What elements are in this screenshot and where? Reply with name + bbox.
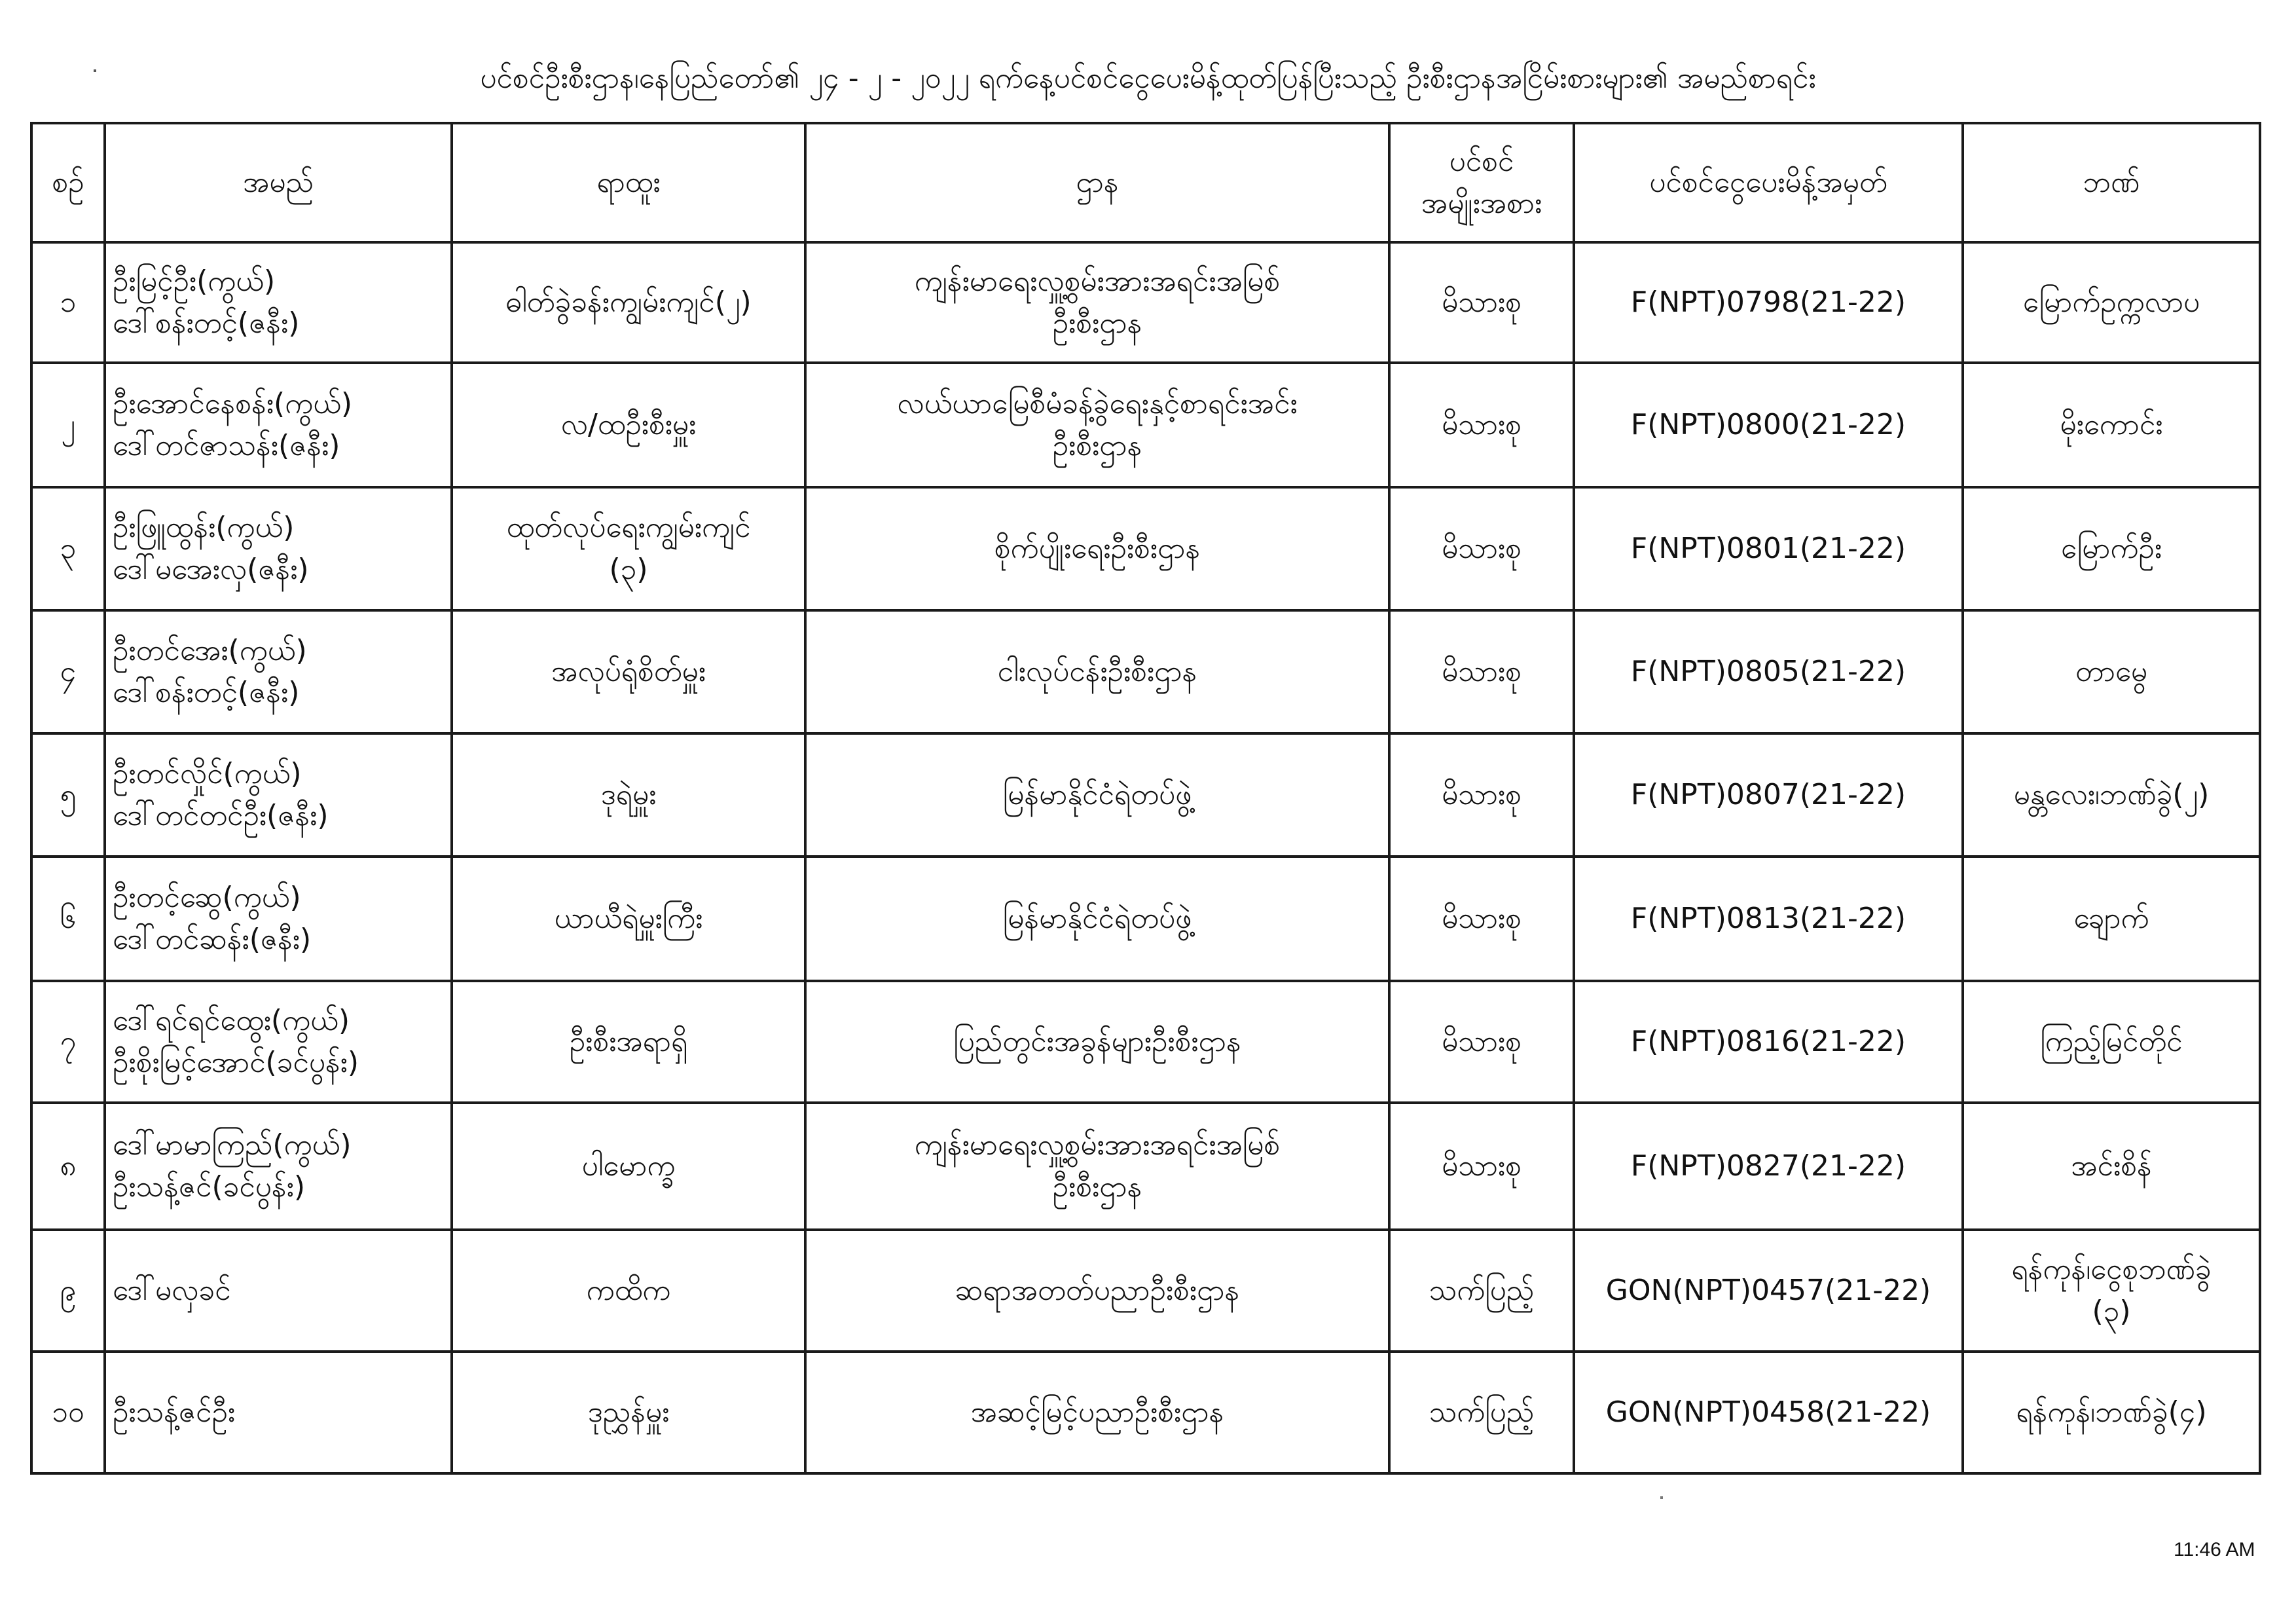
cell-line: ပင်စင် (1449, 145, 1514, 178)
cell-department (805, 1230, 1389, 1352)
cell-name (105, 242, 452, 363)
cell-name (105, 610, 452, 733)
cell-no: ၆ (31, 857, 105, 981)
cell-line: ယာယီရဲမှူးကြီး (554, 902, 703, 935)
cell-rank (452, 1352, 805, 1473)
cell-name (105, 857, 452, 981)
header-order-number (1574, 123, 1963, 242)
cell-name (105, 733, 452, 857)
cell-no: ၁၀ (31, 1352, 105, 1473)
cell-order-number: F(NPT)0807(21-22) (1574, 733, 1963, 857)
cell-rank (452, 1103, 805, 1230)
header-pension-type (1389, 123, 1574, 242)
cell-no: ၅ (31, 733, 105, 857)
cell-line: ဒေါ်မအေးလှ(ဇနီး) (113, 553, 309, 586)
cell-no: ၈ (31, 1103, 105, 1230)
header-bank (1963, 123, 2260, 242)
table-row (31, 487, 2260, 610)
cell-rank (452, 363, 805, 487)
cell-line: ဦးစိုးမြင့်အောင်(ခင်ပွန်း) (113, 1046, 359, 1079)
cell-line: မြန်မာနိုင်ငံရဲတပ်ဖွဲ့ (1002, 778, 1192, 811)
cell-line: ချောက် (2073, 902, 2149, 935)
cell-line: ဦးအောင်နေစန်း(ကွယ်) (113, 387, 353, 420)
table-row (31, 1230, 2260, 1352)
cell-bank (1963, 242, 2260, 363)
table-row (31, 242, 2260, 363)
cell-line: ဦးစီးအရာရှိ (569, 1025, 688, 1058)
cell-no: ၄ (31, 610, 105, 733)
cell-line: ရန်ကုန်၊ဘဏ်ခွဲ(၄) (2016, 1395, 2207, 1429)
cell-no: ၉ (31, 1230, 105, 1352)
cell-line: မြောက်ဦး (2061, 532, 2162, 565)
cell-pension-type: မိသားစု (1389, 981, 1574, 1103)
table-row (31, 981, 2260, 1103)
footer-timestamp: 11:46 AM (2174, 1539, 2255, 1560)
cell-line: ဓါတ်ခွဲခန်းကျွမ်းကျင်(၂) (505, 286, 752, 319)
cell-line: မြောက်ဥက္ကလာပ (2022, 286, 2200, 319)
header-department (805, 123, 1389, 242)
cell-bank (1963, 363, 2260, 487)
cell-line: ကထိက (586, 1274, 671, 1307)
cell-line: (၃) (2092, 1295, 2131, 1328)
cell-bank (1963, 1352, 2260, 1473)
cell-department (805, 363, 1389, 487)
cell-order-number: F(NPT)0816(21-22) (1574, 981, 1963, 1103)
cell-rank (452, 857, 805, 981)
cell-line: ဒေါ်မာမာကြည်(ကွယ်) (113, 1128, 352, 1162)
cell-line: ဘဏ် (2083, 166, 2140, 199)
cell-bank (1963, 857, 2260, 981)
cell-line: အင်းစိန် (2071, 1149, 2152, 1183)
table-body (31, 123, 2260, 1473)
cell-pension-type: မိသားစု (1389, 857, 1574, 981)
cell-pension-type: မိသားစု (1389, 733, 1574, 857)
cell-line: ဦးတင်အေး(ကွယ်) (113, 634, 307, 667)
cell-department (805, 1103, 1389, 1230)
cell-line: ဒေါ်တင်ဇာသန်း(ဇနီး) (113, 429, 340, 462)
cell-order-number: F(NPT)0827(21-22) (1574, 1103, 1963, 1230)
cell-line: ဦးမြင့်ဦး(ကွယ်) (113, 265, 276, 298)
cell-line: အမျိုးအစား (1421, 187, 1542, 220)
cell-department (805, 981, 1389, 1103)
cell-rank (452, 242, 805, 363)
cell-line: ကျန်းမာရေးလှူ့စွမ်းအားအရင်းအမြစ် (914, 265, 1281, 298)
cell-line: အမည် (242, 166, 314, 199)
cell-bank (1963, 1103, 2260, 1230)
cell-name (105, 363, 452, 487)
cell-no: ၁ (31, 242, 105, 363)
cell-rank (452, 487, 805, 610)
cell-line: ဒေါ်ရင်ရင်ထွေး(ကွယ်) (113, 1004, 350, 1037)
cell-department (805, 1352, 1389, 1473)
cell-bank (1963, 610, 2260, 733)
cell-pension-type: မိသားစု (1389, 487, 1574, 610)
cell-line: ဦးစီးဌာန (1052, 306, 1142, 340)
header-no (31, 123, 105, 242)
cell-line: ဦးသန့်ဇင်ဦး (113, 1395, 236, 1429)
cell-line: ဒေါ်တင်တင်ဦး(ဇနီး) (113, 799, 329, 832)
cell-department (805, 242, 1389, 363)
cell-bank (1963, 1230, 2260, 1352)
cell-order-number: F(NPT)0813(21-22) (1574, 857, 1963, 981)
cell-pension-type: မိသားစု (1389, 242, 1574, 363)
cell-department (805, 487, 1389, 610)
table-row (31, 1352, 2260, 1473)
cell-line: ဒုညွှန်မှူး (587, 1395, 670, 1429)
cell-line: မြန်မာနိုင်ငံရဲတပ်ဖွဲ့ (1002, 902, 1192, 935)
cell-department (805, 610, 1389, 733)
cell-line: ဒေါ်စန်းတင့်(ဇနီး) (113, 306, 300, 340)
cell-line: ဒေါ်တင်ဆန်း(ဇနီး) (113, 923, 312, 956)
cell-line: မန္တလေး၊ဘဏ်ခွဲ(၂) (2013, 778, 2210, 811)
cell-name (105, 487, 452, 610)
cell-line: ဒုရဲမှူး (600, 778, 657, 811)
header-row (31, 123, 2260, 242)
cell-pension-type: မိသားစု (1389, 1103, 1574, 1230)
table-row (31, 857, 2260, 981)
cell-pension-type: မိသားစု (1389, 610, 1574, 733)
cell-line: ဒေါ်မလှခင် (113, 1274, 231, 1307)
cell-no: ၂ (31, 363, 105, 487)
cell-line: ရန်ကုန်၊ငွေစုဘဏ်ခွဲ (2011, 1253, 2212, 1286)
cell-line: ငါးလုပ်ငန်းဦးစီးဌာန (997, 655, 1197, 688)
cell-line: ပင်စင်ငွေပေးမိန့်အမှတ် (1649, 166, 1887, 199)
cell-rank (452, 610, 805, 733)
cell-line: ဦးစီးဌာန (1052, 1170, 1142, 1204)
cell-line: စဉ် (52, 166, 84, 199)
table-row (31, 610, 2260, 733)
table-row (31, 363, 2260, 487)
cell-order-number: GON(NPT)0458(21-22) (1574, 1352, 1963, 1473)
cell-pension-type: မိသားစု (1389, 363, 1574, 487)
cell-line: လ/ထဦးစီးမှူး (560, 408, 697, 441)
cell-order-number: F(NPT)0805(21-22) (1574, 610, 1963, 733)
cell-department (805, 733, 1389, 857)
cell-line: ဦးတင့်ဆွေ(ကွယ်) (113, 881, 301, 914)
cell-line: ဦးဖြူထွန်း(ကွယ်) (113, 511, 295, 544)
cell-order-number: GON(NPT)0457(21-22) (1574, 1230, 1963, 1352)
cell-line: အလုပ်ရုံစိတ်မှူး (551, 655, 706, 688)
cell-line: ကျန်းမာရေးလှူ့စွမ်းအားအရင်းအမြစ် (914, 1128, 1281, 1162)
cell-bank (1963, 487, 2260, 610)
cell-order-number: F(NPT)0800(21-22) (1574, 363, 1963, 487)
cell-line: ပါမောက္ခ (581, 1149, 676, 1183)
cell-line: မိုးကောင်း (2060, 408, 2163, 441)
cell-name (105, 1230, 452, 1352)
cell-line: ထုတ်လုပ်ရေးကျွမ်းကျင် (506, 511, 751, 544)
cell-line: ဒေါ်စန်းတင့်(ဇနီး) (113, 676, 300, 709)
cell-bank (1963, 733, 2260, 857)
cell-name (105, 1352, 452, 1473)
cell-line: စိုက်ပျိုးရေးဦးစီးဌာန (994, 532, 1201, 565)
cell-bank (1963, 981, 2260, 1103)
cell-line: ဦးစီးဌာန (1052, 429, 1142, 462)
cell-line: တာမွေ (2075, 655, 2147, 688)
cell-department (805, 857, 1389, 981)
cell-line: ပြည်တွင်းအခွန်များဦးစီးဌာန (953, 1025, 1241, 1058)
cell-line: ရာထူး (596, 166, 661, 199)
cell-order-number: F(NPT)0798(21-22) (1574, 242, 1963, 363)
cell-line: (၃) (609, 553, 648, 586)
cell-pension-type: သက်ပြည့် (1389, 1230, 1574, 1352)
header-name (105, 123, 452, 242)
cell-line: လယ်ယာမြေစီမံခန့်ခွဲရေးနှင့်စာရင်းအင်း (897, 387, 1298, 420)
pension-table (30, 122, 2261, 1475)
table-row (31, 1103, 2260, 1230)
cell-line: ဆရာအတတ်ပညာဦးစီးဌာန (955, 1274, 1240, 1307)
cell-rank (452, 1230, 805, 1352)
cell-rank (452, 733, 805, 857)
cell-no: ၃ (31, 487, 105, 610)
table-row (31, 733, 2260, 857)
cell-line: ဌာန (1076, 166, 1119, 199)
document-title: ပင်စင်ဦးစီးဌာန၊နေပြည်တော်၏ ၂၄ - ၂ - ၂၀၂၂ ရက်နေ့ပင်စင်ငွေပေးမိန့်ထုတ်ပြန်ပြီးသည့် ဦးစီးဌာနအငြိမ်းစားများ၏ အမည်စာရင်း (480, 62, 1816, 95)
cell-rank (452, 981, 805, 1103)
cell-pension-type: သက်ပြည့် (1389, 1352, 1574, 1473)
cell-name (105, 1103, 452, 1230)
cell-line: ဦးသန့်ဇင်(ခင်ပွန်း) (113, 1170, 305, 1204)
cell-line: ကြည့်မြင်တိုင် (2040, 1025, 2183, 1058)
header-rank (452, 123, 805, 242)
cell-no: ၇ (31, 981, 105, 1103)
cell-line: အဆင့်မြင့်ပညာဦးစီးဌာန (970, 1395, 1224, 1429)
cell-line: ဦးတင်လှိုင်(ကွယ်) (113, 757, 302, 790)
scan-speck (1660, 1496, 1663, 1499)
cell-order-number: F(NPT)0801(21-22) (1574, 487, 1963, 610)
cell-name (105, 981, 452, 1103)
